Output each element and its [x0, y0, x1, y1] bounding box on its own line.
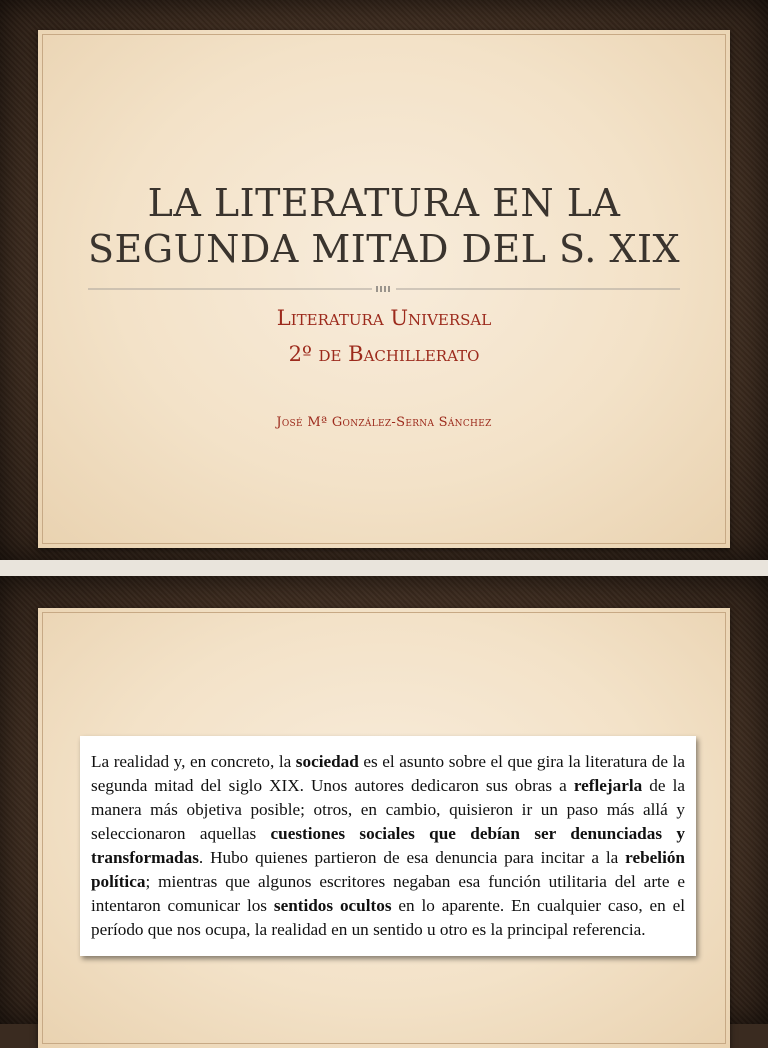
keyword-sentidos-ocultos: sentidos ocultos [273, 896, 392, 915]
slide-2-paper [38, 608, 730, 1048]
intro-text-box [80, 736, 696, 956]
text-part-4: . Hubo quienes partieron de esa denuncia para incitar a la [198, 848, 626, 867]
keyword-reflejarla: reflejarla [573, 776, 643, 795]
text-part-6: en lo aparente. En cualquier caso, en el período que nos ocupa, la realidad en un sentido u otro es la principal referencia. [91, 896, 686, 939]
ornament-divider [88, 285, 680, 293]
slide-1-paper [38, 30, 730, 548]
slide-separator [0, 560, 768, 576]
text-part-5: ; mientras que algunos escritores negaban esa función utilitaria del arte e intentaron comunicar los [91, 872, 685, 915]
slide-title [38, 180, 730, 272]
subtitle-course: Literatura Universal [276, 306, 492, 330]
title-line-2: SEGUNDA MITAD DEL S. XIX [87, 227, 681, 271]
text-part-3: de la manera más objetiva posible; otros, en cambio, quisieron ir un paso más allá y seleccionaron aquellas [91, 776, 685, 843]
text-part-1: La realidad y, en concreto, la [91, 752, 296, 771]
keyword-sociedad: sociedad [295, 752, 359, 771]
text-part-2: es el asunto sobre el que gira la literatura de la segunda mitad del siglo XIX. Unos autores dedicaron sus obras a [91, 752, 685, 795]
author-name: José Mª González-Serna Sánchez [276, 415, 492, 430]
slide-2 [0, 576, 768, 1024]
keyword-cuestiones-sociales: cuestiones sociales que debían ser denunciadas y transformadas [91, 824, 685, 867]
subtitle-level: 2º de Bachillerato [288, 342, 480, 366]
keyword-rebelion-politica: rebelión política [91, 848, 685, 891]
title-line-1: LA LITERATURA EN LA [147, 181, 621, 225]
